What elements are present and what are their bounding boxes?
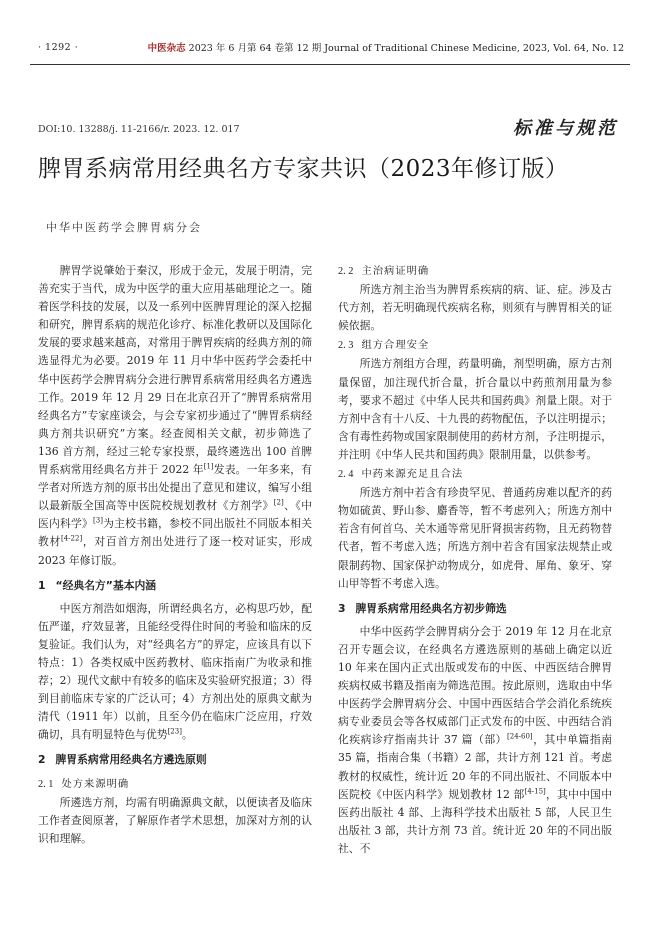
citation: [1] bbox=[203, 462, 214, 471]
section-1-paragraph bbox=[38, 600, 312, 745]
citation: [4-22] bbox=[60, 534, 83, 543]
citation: [23] bbox=[167, 727, 182, 736]
subsection-number: 2. 1 bbox=[38, 778, 54, 790]
section-3-paragraph bbox=[338, 623, 612, 858]
subsection-number: 2. 2 bbox=[338, 266, 354, 277]
section-badge: 标准与规范 bbox=[513, 118, 618, 139]
subsection-heading-2-1 bbox=[38, 775, 312, 794]
section-title: “经典名方”基本内涵 bbox=[55, 578, 157, 592]
text-run: 中医方剂浩如烟海，所谓经典名方，必构思巧妙，配伍严谨，疗效显著，且能经受得住时间的考验和临床的反复验证。我们认为，对“经典名方”的界定，应该具有以下特点：1）各类权威中医药教材、临床指南广为收录和推荐；2）现代文献中有较多的临床及实验研究报道；3）得到目前临床专家的广泛认可；4）方剂出处的原典文献为清代（1911 年）以前，且至今仍在临床广泛应用，疗效确切，具有明显特色与优势 bbox=[38, 601, 312, 742]
section-title: 脾胃系病常用经典名方初步筛选 bbox=[355, 601, 507, 615]
subsection-2-2-paragraph: 所选方剂主治当为脾胃系疾病的病、证、症。涉及古代方剂，若无明确现代疾病名称，则须有与脾胃相关的证候依据。 bbox=[338, 283, 612, 333]
subsection-title: 处方来源明确 bbox=[61, 777, 130, 790]
section-number: 3 bbox=[338, 601, 346, 615]
subsection-2-1-paragraph: 所遴选方剂，均需有明确源典文献，以便读者及临床工作者查阅原著，了解原作者学术思想，加深对方剂的认识和理解。 bbox=[38, 795, 312, 845]
intro-paragraph bbox=[38, 262, 312, 570]
text-run: ，对百首方剂出处进行了逐一校对证实，形成 2023 年修订版。 bbox=[38, 535, 313, 567]
subsection-2-3-paragraph: 所选方剂组方合理，药量明确，剂型明确，原方古剂量保留，加注现代折合量，折合量以中药煎剂用量为参考，要求不超过《中华人民共和国药典》剂量上限。对于方剂中含有十八反、十九畏的药物配伍，予以注明提示；含有毒性药物或国家限制使用的药材方剂，予注明提示，并注明《中华人民共和国药典》限制用量，以供参考。 bbox=[338, 357, 612, 461]
section-heading-3 bbox=[338, 600, 612, 618]
text-run: 中华中医药学会脾胃病分会于 2019 年 12 月在北京召开专题会议，在经典名方遴选原则的基础上确定以近 10 年来在国内正式出版或发布的中医、中西医结合脾胃疾病权威书籍及指南为筛选范围。按此原则，选取由中华中医药学会脾胃病分会、中国中西医结合学会消化系统疾病专业委员会等各权威部门正式发布的中医、中西结合消化疾病诊疗指南共计 37 篇（部） bbox=[338, 624, 612, 747]
author: 中华中医药学会脾胃病分会 bbox=[46, 221, 202, 234]
text-run: ，其中中国中医药出版社 4 部、上海科学技术出版社 5 部，人民卫生出版社 3 部，共计方剂 73 首。统计近 20 年的不同出版社、不 bbox=[338, 787, 613, 855]
journal-info: 2023 年 6 月第 64 卷第 12 期 Journal of Traditional Chinese Medicine, 2023, Vol. 64, No. 12 bbox=[185, 43, 624, 54]
journal-header bbox=[148, 40, 624, 54]
right-column bbox=[338, 262, 612, 858]
subsection-number: 2. 3 bbox=[338, 340, 354, 352]
page-number: · 1292 · bbox=[38, 42, 79, 53]
section-title: 脾胃系病常用经典名方遴选原则 bbox=[55, 753, 207, 767]
citation: [24-60] bbox=[507, 732, 533, 741]
citation: [3] bbox=[93, 516, 103, 525]
left-column bbox=[38, 262, 312, 848]
text-run: 脾胃学说肇始于秦汉，形成于金元，发展于明清，完善充实于当代，成为中医学的重大应用基础理论之一。随着医学科技的发展，以及一系列中医脾胃理论的深入挖掘和研究，脾胃系病的规范化诊疗、标准化教研以及国际化发展的要求越来越高，对常用于脾胃疾病的经典方剂的筛选显得尤为必要。2019 年 11 月中华中医药学会委托中华中医药学会脾胃病分会进行脾胃系病常用经典名方遴选工作。2019 年 12 月 29 日在北京召开了“脾胃系病常用经典名方”专家座谈会，与会专家初步通过了“脾胃系病经典方剂共识研究”方案。经查阅相关文献，初步筛选了 136 首方剂，经过三轮专家投票，最终遴选出 100 首脾胃系病常用经典名方并于 2022 年 bbox=[38, 264, 312, 477]
header-divider bbox=[30, 64, 630, 65]
citation: [4-15] bbox=[524, 787, 546, 796]
subsection-2-4-paragraph: 所选方剂中若含有珍贵罕见、普通药房难以配齐的药物如硫黄、野山参、麝香等，暂不考虑列入；所选方剂中若含有何首乌、关木通等常见肝肾损害药物，且无药物替代者，暂不考虑入选；所选方剂中若含有国家法规禁止或限制药物、国家保护动物成分，如虎骨、犀角、象牙、穿山甲等暂不考虑入选。 bbox=[338, 486, 612, 590]
subsection-title: 组方合理安全 bbox=[361, 339, 430, 352]
text-run: 为主校书籍，参校不同出版社不同版本相关教材 bbox=[38, 517, 313, 549]
section-number: 2 bbox=[38, 753, 46, 767]
subsection-heading-2-3 bbox=[338, 336, 612, 355]
subsection-heading-2-2 bbox=[338, 262, 612, 281]
paper-title: 脾胃系病常用经典名方专家共识（2023年修订版） bbox=[38, 156, 569, 182]
citation: [2] bbox=[273, 498, 284, 507]
subsection-title: 主治病证明确 bbox=[361, 265, 430, 277]
text-run: 、《中医内科学》 bbox=[38, 499, 313, 531]
journal-name: 中医杂志 bbox=[147, 43, 186, 54]
subsection-title: 中药来源充足且合法 bbox=[361, 468, 464, 481]
text-run: ，其中单篇指南 35 篇，指南合集（书籍）2 部，共计方剂 121 首。考虑教材的权威性，统计近 20 年的不同出版社、不同版本中医院校《中医内科学》规划教材 12 部 bbox=[338, 733, 613, 801]
section-heading-1 bbox=[38, 577, 312, 595]
section-number: 1 bbox=[38, 578, 46, 592]
text-run: 发表。一年多来，有学者对所选方剂的原书出处提出了意见和建议，编写小组以最新版全国高等中医院校规划教材《方剂学》 bbox=[38, 463, 313, 513]
text-run: 。 bbox=[181, 728, 193, 742]
doi: DOI:10. 13288/j. 11-2166/r. 2023. 12. 017 bbox=[38, 124, 240, 135]
section-heading-2 bbox=[38, 751, 312, 769]
subsection-heading-2-4 bbox=[338, 465, 612, 484]
subsection-number: 2. 4 bbox=[338, 469, 354, 481]
